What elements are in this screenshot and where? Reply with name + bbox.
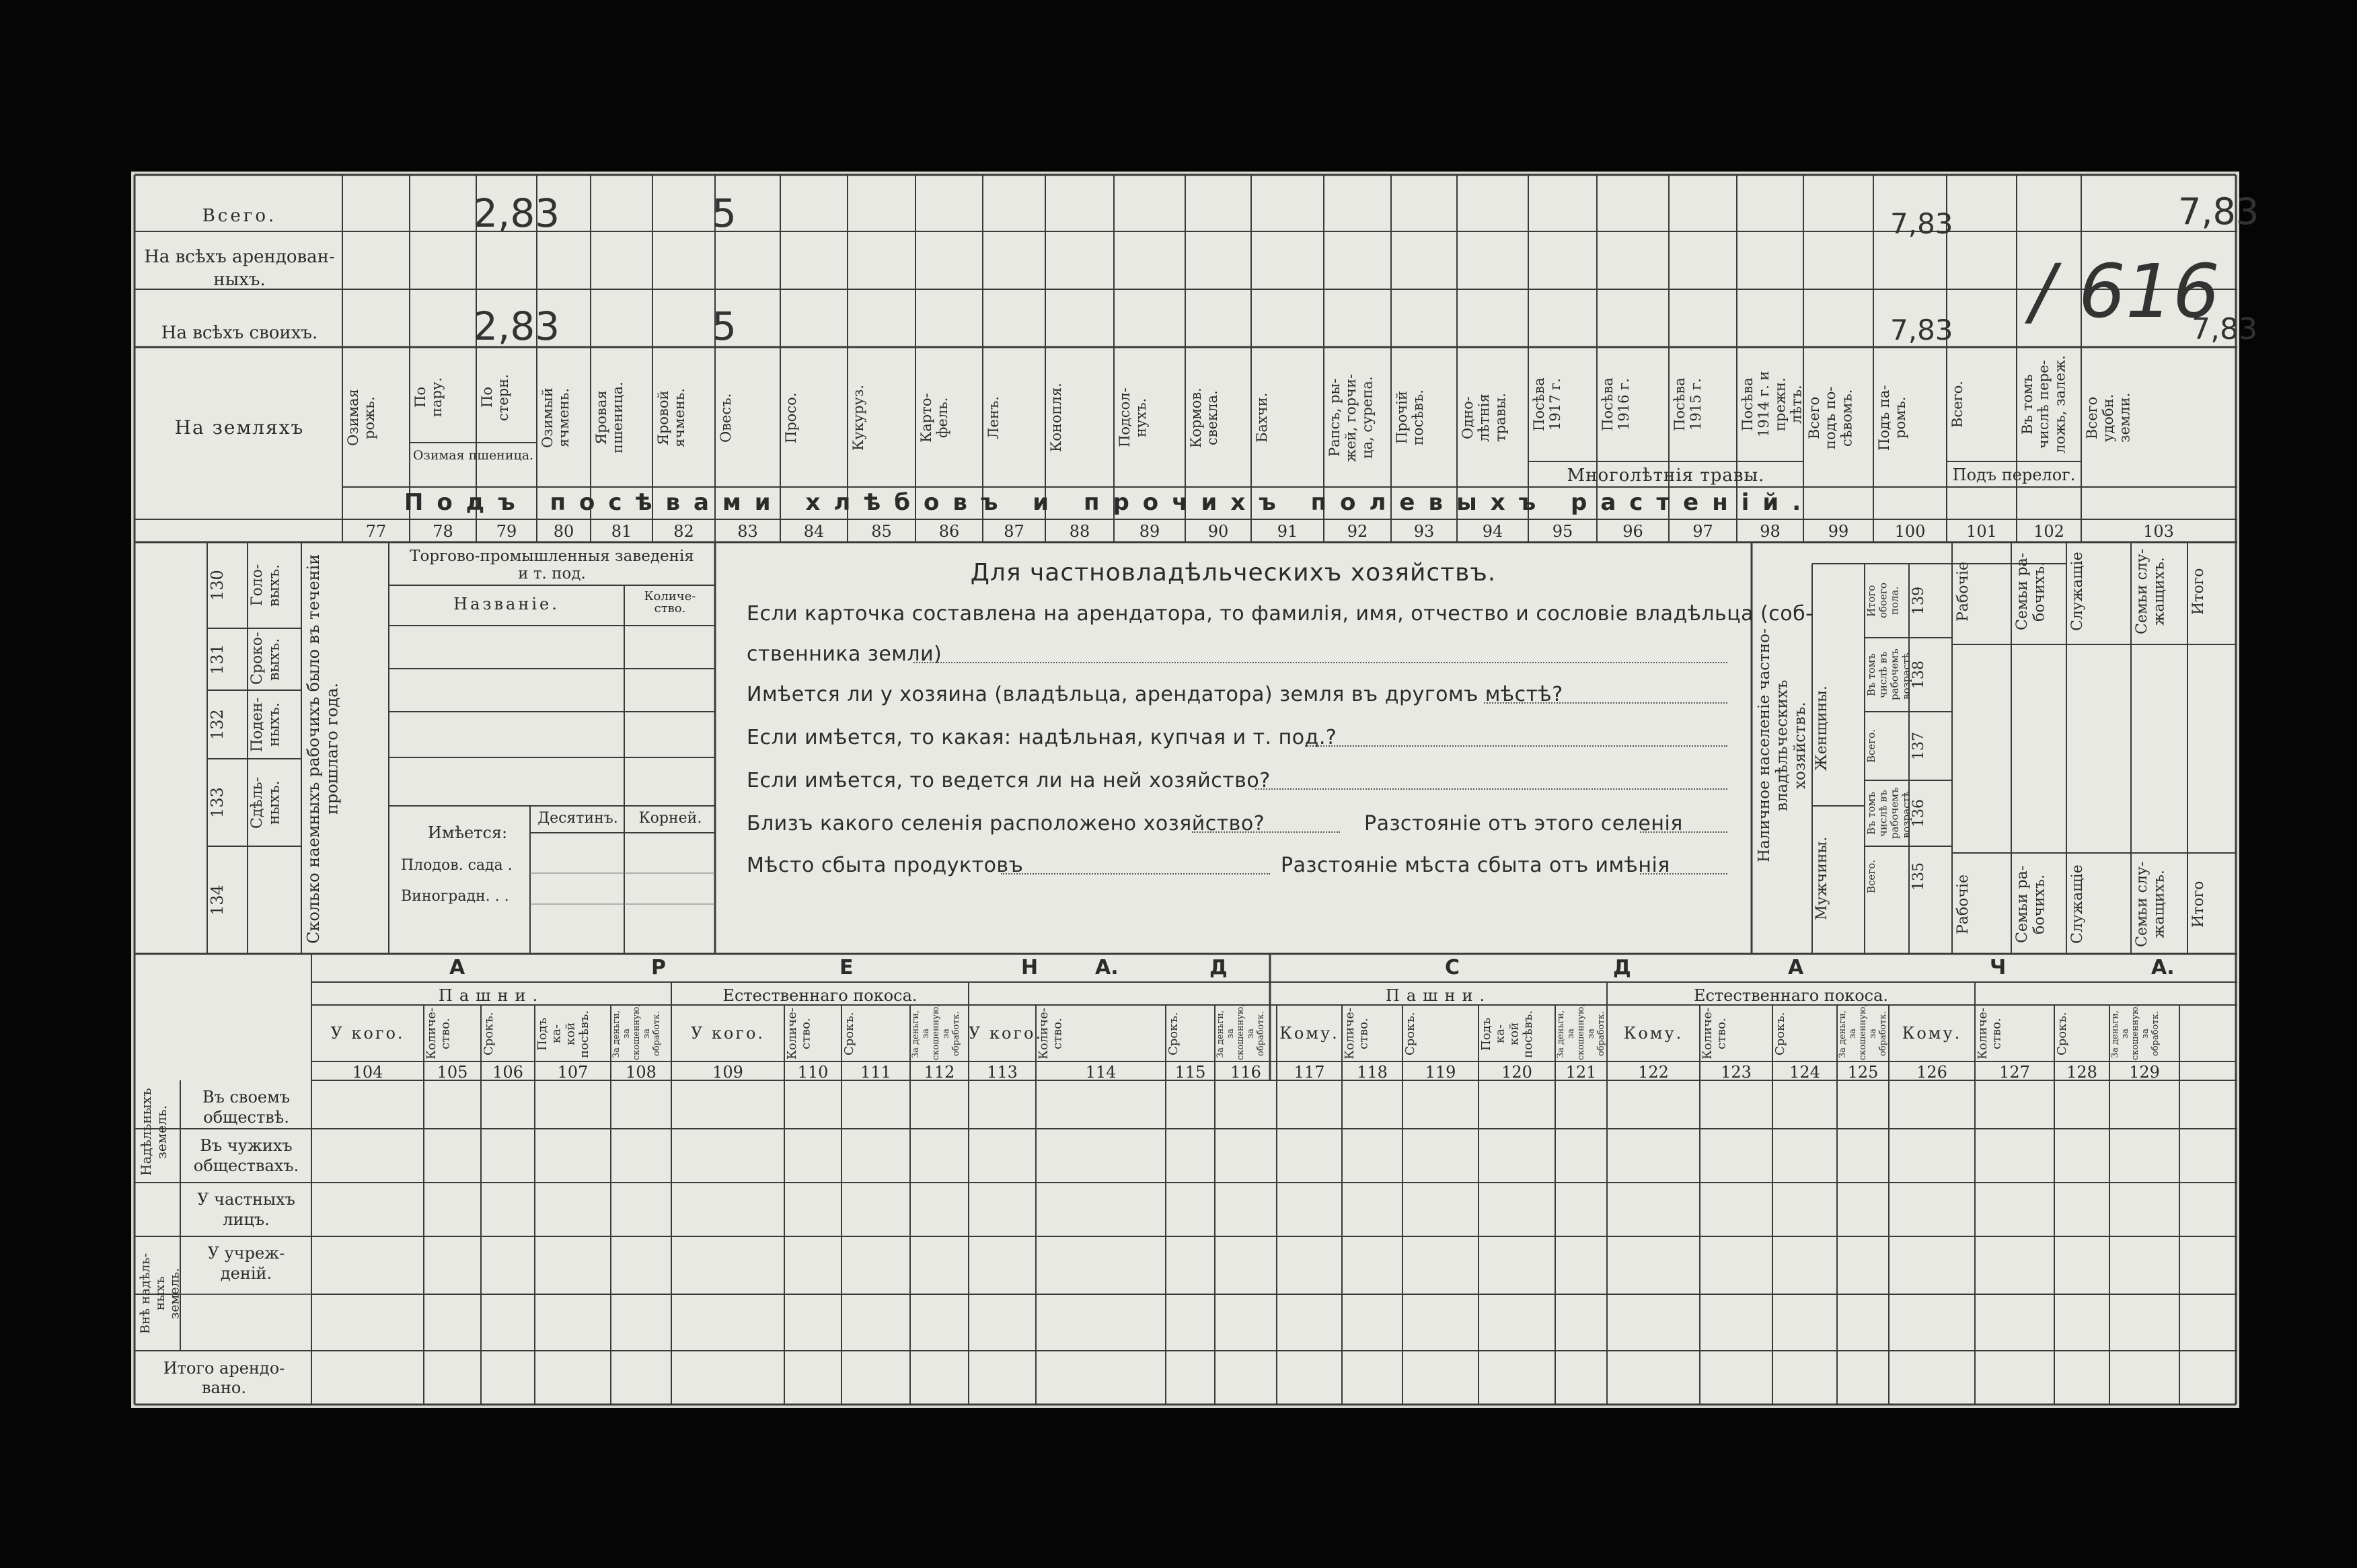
livestock-label: Сроко- выхъ. bbox=[249, 632, 283, 685]
livestock-number: 132 bbox=[208, 709, 227, 740]
column-header: По стерн. bbox=[479, 374, 512, 421]
bottom-column-number: 107 bbox=[557, 1063, 589, 1082]
livestock-number: 131 bbox=[208, 644, 227, 675]
bottom-column-number: 120 bbox=[1501, 1063, 1532, 1082]
bottom-column-header: Кому. bbox=[1279, 1024, 1339, 1043]
label: Подъ перелог. bbox=[1952, 465, 2076, 484]
label: Для частновладѣльческихъ хозяйствъ. bbox=[970, 559, 1497, 587]
column-header: По пару. bbox=[412, 377, 445, 418]
column-header: Карто- фель. bbox=[918, 393, 951, 443]
population-number: 139 bbox=[1910, 587, 1927, 615]
column-header: Просо. bbox=[783, 392, 799, 443]
column-header: Кормов. свекла. bbox=[1188, 387, 1221, 448]
arenda-letter: Д bbox=[1209, 956, 1228, 979]
bottom-row-label: У частныхъ лицъ. bbox=[197, 1190, 295, 1229]
column-header: Всего удобн. земли. bbox=[2084, 392, 2133, 443]
label: Имѣется ли у хозяина (владѣльца, арендатора) земля въ другомъ мѣстѣ? bbox=[747, 683, 1563, 706]
population-number: 135 bbox=[1910, 862, 1927, 891]
label: Близъ какого селенія расположено хозяйство? bbox=[747, 812, 1265, 835]
handwritten-usable-total: 7,83 bbox=[2178, 190, 2259, 233]
column-number: 91 bbox=[1277, 522, 1298, 541]
handwritten-barley-total: 5 bbox=[712, 190, 737, 236]
bottom-column-header: За деньги, за скошенную, за обработк. bbox=[1556, 1004, 1606, 1060]
population-column-bottom: Семьи слу- жащихъ. bbox=[2134, 861, 2168, 947]
column-number: 80 bbox=[553, 522, 574, 541]
bottom-column-header: За деньги, за скошенную, за обработк. bbox=[1215, 1004, 1266, 1060]
women-label: Женщины. bbox=[1813, 685, 1830, 772]
livestock-number: 133 bbox=[208, 787, 227, 818]
population-subheader: Въ томъ числѣ въ рабочемъ возрастѣ. bbox=[1865, 648, 1912, 701]
sdacha-letter: А bbox=[1788, 956, 1804, 979]
livestock-number: 130 bbox=[208, 570, 227, 601]
bottom-column-header: Срокъ. bbox=[1166, 1012, 1181, 1056]
column-number: 82 bbox=[673, 522, 694, 541]
fill-in-line bbox=[1484, 702, 1727, 704]
label: Многолѣтнія травы. bbox=[1567, 465, 1765, 486]
column-number: 81 bbox=[611, 522, 632, 541]
handwritten-card-number: / 616 bbox=[2030, 248, 2220, 334]
fill-in-line bbox=[1255, 788, 1727, 790]
column-number: 103 bbox=[2143, 522, 2174, 541]
sdacha-letter: С bbox=[1445, 956, 1460, 979]
column-header: Посѣва 1916 г. bbox=[1600, 377, 1633, 431]
non-allotment-group-label: Внѣ надѣль- ныхъ земель. bbox=[138, 1253, 182, 1335]
bottom-column-number: 109 bbox=[712, 1063, 743, 1082]
bottom-column-header: Подъ ка- кой посѣвъ. bbox=[1479, 1010, 1536, 1058]
handwritten-usable-own: 7,83 bbox=[2192, 312, 2257, 346]
column-number: 94 bbox=[1482, 522, 1503, 541]
men-label: Мужчины. bbox=[1813, 836, 1830, 921]
bottom-column-number: 121 bbox=[1565, 1063, 1597, 1082]
column-number: 95 bbox=[1552, 522, 1573, 541]
livestock-label: Сдѣль- ныхъ. bbox=[249, 776, 283, 829]
bottom-column-number: 110 bbox=[797, 1063, 829, 1082]
bottom-column-header: Количе- ство. bbox=[424, 1008, 453, 1060]
livestock-label: Голо- выхъ. bbox=[249, 564, 283, 607]
column-header: Озимый ячмень. bbox=[539, 387, 572, 448]
fill-in-line bbox=[1640, 831, 1727, 833]
bottom-column-header: Подъ ка- кой посѣвъ. bbox=[535, 1010, 592, 1058]
column-number: 86 bbox=[938, 522, 960, 541]
label: Десятинъ. bbox=[537, 810, 618, 827]
population-column-bottom: Служащіе bbox=[2069, 864, 2086, 944]
column-header: Кукуруз. bbox=[850, 384, 866, 451]
arenda-letter: А bbox=[449, 956, 465, 979]
bottom-column-header: Количе- ство. bbox=[785, 1008, 813, 1060]
bottom-column-number: 112 bbox=[924, 1063, 955, 1082]
population-subheader: Въ томъ числѣ въ рабочемъ возрастѣ. bbox=[1865, 787, 1912, 839]
label: ственника земли) bbox=[747, 642, 942, 666]
label: На всѣхъ своихъ. bbox=[161, 323, 318, 343]
bottom-row-label: Въ своемъ обществѣ. bbox=[202, 1088, 291, 1127]
bottom-column-number: 122 bbox=[1638, 1063, 1669, 1082]
label: Торгово-промышленныя заведенія и т. под. bbox=[410, 548, 694, 583]
bottom-column-number: 113 bbox=[987, 1063, 1018, 1082]
label: Подъ посѣвами хлѣбовъ и прочихъ полевыхъ растеній. bbox=[404, 489, 1815, 516]
column-header: Яровая пшеница. bbox=[593, 381, 626, 454]
bottom-row-label: У учреж- деній. bbox=[207, 1244, 285, 1283]
bottom-column-number: 119 bbox=[1425, 1063, 1456, 1082]
column-header: Одно- лѣтнія травы. bbox=[1460, 393, 1509, 443]
census-card bbox=[133, 174, 2259, 1406]
bottom-column-header: У кого. bbox=[969, 1024, 1043, 1043]
livestock-label bbox=[249, 852, 300, 948]
column-number: 97 bbox=[1692, 522, 1713, 541]
column-header: Всего. bbox=[1949, 381, 1966, 428]
population-column-top: Рабочіе bbox=[1955, 561, 1972, 622]
column-number: 84 bbox=[803, 522, 825, 541]
column-header: Въ томъ числѣ пере- ложь, залеж. bbox=[2019, 355, 2068, 453]
column-number: 96 bbox=[1622, 522, 1643, 541]
population-column-top: Семьи ра- бочихъ. bbox=[2014, 552, 2048, 630]
bottom-column-number: 126 bbox=[1916, 1063, 1947, 1082]
column-header: Конопля. bbox=[1048, 383, 1064, 453]
bottom-column-header: Кому. bbox=[1623, 1024, 1684, 1043]
bottom-column-header: Количе- ство. bbox=[1700, 1008, 1729, 1060]
fill-in-line bbox=[1305, 745, 1727, 747]
bottom-column-number: 106 bbox=[492, 1063, 523, 1082]
livestock-number: 134 bbox=[208, 885, 227, 916]
bottom-column-number: 105 bbox=[437, 1063, 468, 1082]
label: Если имѣется, то какая: надѣльная, купчая и т. под.? bbox=[747, 726, 1337, 749]
label: На всѣхъ арендован- ныхъ. bbox=[144, 247, 335, 290]
column-number: 101 bbox=[1966, 522, 1997, 541]
population-number: 137 bbox=[1910, 732, 1927, 760]
bottom-column-number: 127 bbox=[1999, 1063, 2030, 1082]
label: Плодов. сада . bbox=[401, 857, 513, 874]
label: Если имѣется, то ведется ли на ней хозяйство? bbox=[747, 769, 1271, 792]
fill-in-line bbox=[1192, 831, 1340, 833]
label: Мѣсто сбыта продуктовъ bbox=[747, 854, 1024, 877]
bottom-column-header: У кого. bbox=[690, 1024, 765, 1043]
handwritten-sown-total: 7,83 bbox=[1890, 207, 1953, 240]
population-number: 138 bbox=[1910, 661, 1927, 689]
label: Виноградн. . . bbox=[401, 888, 509, 905]
bottom-column-header: За деньги, за скошенную, за обработк. bbox=[911, 1004, 961, 1060]
column-header: Озимая рожь. bbox=[345, 389, 378, 447]
column-header: Бахчи. bbox=[1254, 392, 1270, 443]
bottom-column-header: Срокъ. bbox=[842, 1012, 856, 1056]
population-number: 136 bbox=[1910, 799, 1927, 827]
bottom-column-number: 123 bbox=[1721, 1063, 1752, 1082]
column-number: 85 bbox=[871, 522, 892, 541]
bottom-column-number: 129 bbox=[2129, 1063, 2160, 1082]
bottom-column-number: 111 bbox=[860, 1063, 891, 1082]
column-number: 89 bbox=[1139, 522, 1160, 541]
bottom-column-number: 114 bbox=[1085, 1063, 1117, 1082]
column-header: Овесъ. bbox=[718, 393, 734, 443]
bottom-column-number: 128 bbox=[2066, 1063, 2097, 1082]
population-column-bottom: Рабочіе bbox=[1955, 874, 1972, 934]
livestock-label: Поден- ныхъ. bbox=[249, 697, 283, 752]
label: Озимая пшеница. bbox=[412, 448, 534, 463]
label: Если карточка составлена на арендатора, то фамилія, имя, отчество и сословіе владѣльца (соб- bbox=[747, 602, 1813, 626]
population-subheader: Итого обоего пола. bbox=[1865, 583, 1901, 619]
allotment-group-label: Надѣльныхъ земель. bbox=[138, 1088, 170, 1176]
bottom-column-header: Количе- ство. bbox=[1037, 1008, 1065, 1060]
column-header: Прочій посѣвъ. bbox=[1394, 389, 1427, 446]
handwritten-rye-own: 2,83 bbox=[473, 303, 560, 349]
handwritten-rye-total: 2,83 bbox=[473, 190, 560, 236]
column-number: 87 bbox=[1004, 522, 1024, 541]
column-number: 92 bbox=[1347, 522, 1368, 541]
sdacha-letter: Д bbox=[1613, 956, 1631, 979]
label: Корней. bbox=[638, 810, 702, 827]
sdacha-letter: Ч bbox=[1990, 956, 2007, 979]
bottom-column-header: Количе- ство. bbox=[1976, 1008, 2004, 1060]
population-subheader: Всего. bbox=[1865, 729, 1877, 763]
population-column-bottom: Семьи ра- бочихъ. bbox=[2014, 865, 2048, 943]
pashni-label: Пашни. bbox=[1385, 986, 1492, 1005]
label: Разстояніе мѣста сбыта отъ имѣнія bbox=[1281, 854, 1670, 877]
column-number: 100 bbox=[1894, 522, 1926, 541]
hired-workers-label: Сколько наемныхъ рабочихъ было въ теченіи прошлаго года. bbox=[304, 554, 342, 944]
bottom-column-header: За деньги, за скошенную, за обработк. bbox=[2110, 1004, 2161, 1060]
arenda-letter: А. bbox=[1095, 956, 1119, 979]
column-header: Подъ па- ромъ. bbox=[1876, 385, 1909, 451]
pokos-label: Естественнаго покоса. bbox=[722, 986, 918, 1005]
column-number: 79 bbox=[496, 522, 517, 541]
bottom-column-number: 115 bbox=[1174, 1063, 1206, 1082]
sdacha-letter: А. bbox=[2151, 956, 2175, 979]
column-number: 102 bbox=[2033, 522, 2064, 541]
column-number: 88 bbox=[1069, 522, 1090, 541]
bottom-column-header: За деньги, за скошенную, за обработк. bbox=[1838, 1004, 1888, 1060]
population-label: Наличное населеніе частно-владѣльческихъ хозяйствъ. bbox=[1756, 628, 1809, 862]
column-header: Посѣва 1915 г. bbox=[1672, 377, 1705, 431]
bottom-column-header: У кого. bbox=[330, 1024, 405, 1043]
bottom-column-number: 116 bbox=[1230, 1063, 1261, 1082]
population-subheader: Всего. bbox=[1865, 860, 1877, 893]
population-column-top: Служащіе bbox=[2069, 552, 2086, 631]
label: На земляхъ bbox=[174, 416, 305, 439]
column-header: Рапсъ, ры- жей, горчи- ца, сурепа. bbox=[1326, 373, 1376, 462]
bottom-column-header: Срокъ. bbox=[1773, 1012, 1787, 1056]
handwritten-sown-own: 7,83 bbox=[1890, 313, 1953, 346]
fill-in-line bbox=[1001, 873, 1270, 874]
bottom-column-number: 125 bbox=[1847, 1063, 1879, 1082]
column-header: Посѣва 1914 г. и прежн. лѣтъ. bbox=[1739, 371, 1805, 438]
bottom-row-label: Въ чужихъ обществахъ. bbox=[193, 1136, 299, 1175]
column-number: 83 bbox=[737, 522, 758, 541]
column-number: 90 bbox=[1207, 522, 1229, 541]
fill-in-line bbox=[913, 662, 1727, 663]
column-header: Яровой ячмень. bbox=[655, 388, 688, 447]
column-number: 77 bbox=[365, 522, 387, 541]
bottom-column-number: 118 bbox=[1357, 1063, 1388, 1082]
population-column-top: Семьи слу- жащихъ. bbox=[2134, 548, 2168, 634]
column-header: Посѣва 1917 г. bbox=[1531, 377, 1564, 431]
bottom-column-number: 104 bbox=[352, 1063, 383, 1082]
bottom-column-number: 117 bbox=[1294, 1063, 1325, 1082]
bottom-column-header: Срокъ. bbox=[482, 1012, 496, 1056]
arenda-letter: Н bbox=[1021, 956, 1039, 979]
bottom-column-header: Срокъ. bbox=[2055, 1012, 2069, 1056]
label: Имѣется: bbox=[427, 823, 508, 842]
column-header: Всего подъ по- сѣвомъ. bbox=[1806, 386, 1855, 449]
bottom-column-header: За деньги, за скошенную, за обработк. bbox=[611, 1004, 662, 1060]
bottom-column-number: 108 bbox=[626, 1063, 657, 1082]
column-number: 98 bbox=[1760, 522, 1781, 541]
column-number: 78 bbox=[433, 522, 453, 541]
arenda-letter: Р bbox=[651, 956, 666, 979]
bottom-total-label: Итого арендо- вано. bbox=[163, 1359, 285, 1397]
bottom-column-header: Количе- ство. bbox=[1343, 1008, 1371, 1060]
handwritten-barley-own: 5 bbox=[712, 303, 737, 349]
fill-in-line bbox=[1640, 873, 1727, 874]
population-column-bottom: Итого bbox=[2190, 881, 2207, 928]
label: Разстояніе отъ этого селенія bbox=[1364, 812, 1683, 835]
column-header: Подсол- нухъ. bbox=[1117, 387, 1150, 448]
population-column-top: Итого bbox=[2190, 568, 2207, 615]
column-number: 93 bbox=[1413, 522, 1435, 541]
label: Всего. bbox=[202, 206, 277, 226]
pashni-label: Пашни. bbox=[438, 986, 545, 1005]
label: Названіе. bbox=[453, 595, 560, 613]
arenda-letter: Е bbox=[839, 956, 854, 979]
column-number: 99 bbox=[1828, 522, 1849, 541]
bottom-column-header: Кому. bbox=[1902, 1024, 1962, 1043]
bottom-column-header: Срокъ. bbox=[1403, 1012, 1417, 1056]
column-header: Ленъ. bbox=[985, 396, 1002, 439]
label: Количе- ство. bbox=[644, 589, 696, 615]
bottom-column-number: 124 bbox=[1789, 1063, 1820, 1082]
pokos-label: Естественнаго покоса. bbox=[1693, 986, 1889, 1005]
